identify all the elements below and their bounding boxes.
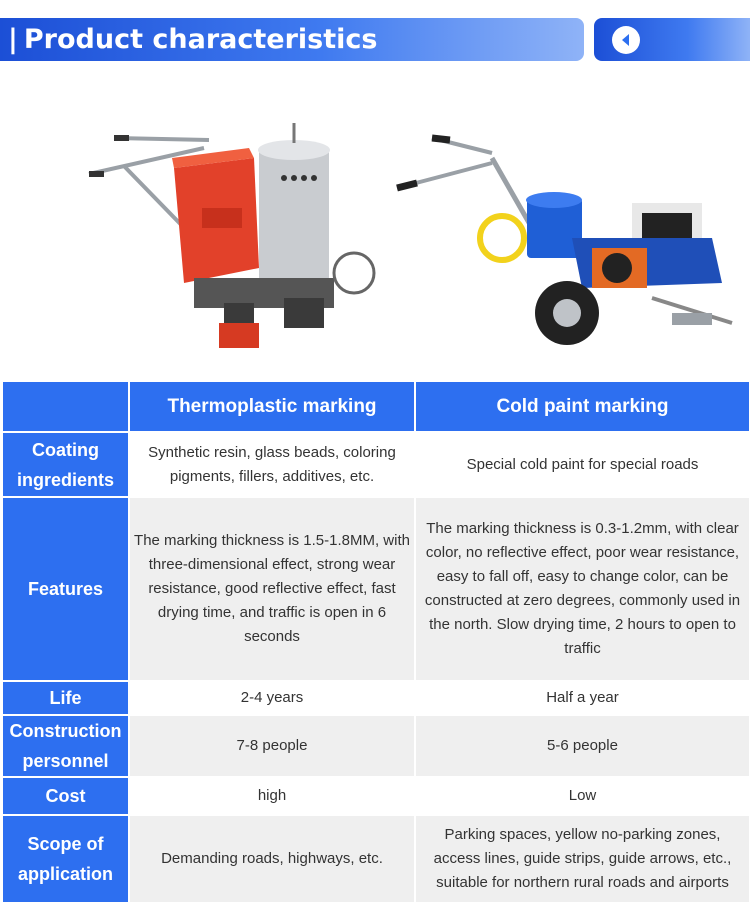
row-label-cost: Cost bbox=[2, 777, 129, 815]
row-label-construction-personnel: Construction personnel bbox=[2, 715, 129, 777]
table-row bbox=[2, 497, 750, 681]
page-title: | Product characteristics bbox=[8, 24, 378, 55]
row-label-life: Life bbox=[2, 681, 129, 715]
cell-cold-features: The marking thickness is 0.3-1.2mm, with clear color, no reflective effect, poor wear resistance, easy to fall off, easy to change color, can be constructed at zero degrees, commonly used in the north. Slow drying time, 2 hours to open to traffic bbox=[415, 497, 750, 681]
cold-paint-machine-image bbox=[392, 118, 742, 358]
cell-cold-personnel: 5-6 people bbox=[415, 715, 750, 777]
cell-cold-cost: Low bbox=[415, 777, 750, 815]
row-label-scope-of-application: Scope of application bbox=[2, 815, 129, 903]
cell-cold-ingredients: Special cold paint for special roads bbox=[415, 432, 750, 497]
cell-thermo-life: 2-4 years bbox=[129, 681, 415, 715]
section-header bbox=[0, 18, 584, 61]
column-header-cold-paint: Cold paint marking bbox=[415, 381, 750, 432]
header-nav bbox=[594, 18, 750, 61]
table-row bbox=[2, 681, 750, 715]
cell-cold-scope: Parking spaces, yellow no-parking zones, access lines, guide strips, guide arrows, etc., suitable for northern rural roads and airports bbox=[415, 815, 750, 903]
cell-thermo-cost: high bbox=[129, 777, 415, 815]
arrow-left-icon bbox=[612, 26, 640, 54]
cell-cold-life: Half a year bbox=[415, 681, 750, 715]
column-header-thermoplastic: Thermoplastic marking bbox=[129, 381, 415, 432]
table-header-row bbox=[2, 381, 750, 432]
row-label-coating-ingredients: Coating ingredients bbox=[2, 432, 129, 497]
table-row bbox=[2, 715, 750, 777]
cell-thermo-personnel: 7-8 people bbox=[129, 715, 415, 777]
table-row bbox=[2, 815, 750, 903]
table-row bbox=[2, 777, 750, 815]
row-label-features: Features bbox=[2, 497, 129, 681]
cell-thermo-scope: Demanding roads, highways, etc. bbox=[129, 815, 415, 903]
table-corner bbox=[2, 381, 129, 432]
cell-thermo-features: The marking thickness is 1.5-1.8MM, with three-dimensional effect, strong wear resistance, good reflective effect, fast drying time, and traffic is open in 6 seconds bbox=[129, 497, 415, 681]
back-button[interactable] bbox=[612, 26, 640, 54]
cell-thermo-ingredients: Synthetic resin, glass beads, coloring pigments, fillers, additives, etc. bbox=[129, 432, 415, 497]
thermoplastic-machine-image bbox=[84, 118, 384, 358]
comparison-table bbox=[1, 380, 750, 904]
table-row bbox=[2, 432, 750, 497]
